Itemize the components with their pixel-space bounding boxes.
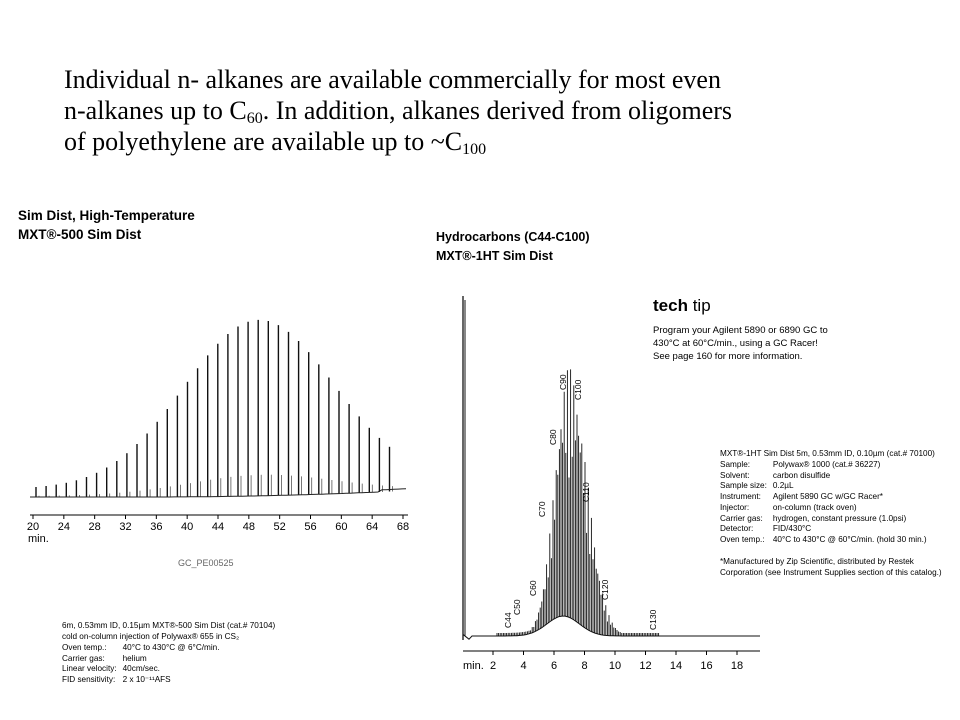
left-figure-title-line-2: MXT®-500 Sim Dist xyxy=(18,227,142,242)
right-x-tick-label: 4 xyxy=(520,660,527,672)
right-condition-value: FID/430°C xyxy=(772,524,812,534)
left-conditions-line-1: 6m, 0.53mm ID, 0.15µm MXT®-500 Sim Dist (cat.# 70104) xyxy=(62,621,276,630)
right-peak-label: C110 xyxy=(581,482,591,502)
right-condition-row xyxy=(720,514,933,525)
left-chromatogram xyxy=(27,320,409,545)
right-condition-row xyxy=(720,481,933,492)
left-x-tick-label: 32 xyxy=(119,521,132,533)
right-condition-value: Polywax® 1000 (cat.# 36227) xyxy=(772,460,881,469)
left-conditions-line-2: cold on-column injection of Polywax® 655 in CS₂ xyxy=(62,631,240,641)
right-peak-label: C120 xyxy=(600,579,610,600)
left-x-tick-label: 44 xyxy=(211,521,225,533)
right-condition-value: hydrogen, constant pressure (1.0psi) xyxy=(772,513,907,523)
right-condition-row xyxy=(720,460,933,471)
left-figure-title-line-1: Sim Dist, High-Temperature xyxy=(18,208,195,223)
right-condition-value: Agilent 5890 GC w/GC Racer* xyxy=(772,492,883,502)
right-peak-label: C60 xyxy=(528,580,538,596)
headline-line-1: Individual n- alkanes are available commercially for most even xyxy=(64,65,721,94)
right-condition-value: on-column (track oven) xyxy=(772,502,857,512)
left-condition-value: helium xyxy=(122,653,147,663)
left-x-tick-label: 60 xyxy=(335,521,348,533)
left-figure-caption: GC_PE00525 xyxy=(178,558,234,568)
right-condition-key: Solvent: xyxy=(720,470,750,480)
left-x-tick-label: 28 xyxy=(88,521,101,533)
left-condition-row xyxy=(62,675,226,686)
right-peak-label: C70 xyxy=(537,501,547,517)
right-condition-key: Oven temp.: xyxy=(720,534,765,544)
left-conditions-header xyxy=(62,621,275,642)
left-x-tick-label: 52 xyxy=(273,521,286,533)
right-figure-title-line-2: MXT®-1HT Sim Dist xyxy=(436,249,553,263)
right-peak-label: C100 xyxy=(573,379,583,400)
right-condition-row xyxy=(720,535,933,546)
right-condition-key: Injector: xyxy=(720,502,750,512)
right-x-tick-label: 16 xyxy=(700,660,713,672)
left-condition-row xyxy=(62,654,226,665)
right-peak-label: C130 xyxy=(648,609,658,630)
right-condition-row xyxy=(720,492,933,503)
right-condition-row xyxy=(720,524,933,535)
right-peak-label: C80 xyxy=(548,429,558,445)
right-conditions-header: MXT®-1HT Sim Dist 5m, 0.53mm ID, 0.10µm (cat.# 70100) xyxy=(720,449,935,458)
left-condition-key: Oven temp.: xyxy=(62,643,107,652)
right-condition-key: Carrier gas: xyxy=(720,513,763,523)
headline-line-3: of polyethylene are available up to $\sim C_{100}$ xyxy=(64,127,487,158)
left-x-tick-label: 64 xyxy=(366,521,379,533)
left-condition-key: Carrier gas: xyxy=(62,653,105,663)
tech-tip-body: Program your Agilent 5890 or 6890 GC to 430°C at 60°C/min., using a GC Racer! See page 160 for more information. xyxy=(653,325,828,362)
right-figure-footnote: *Manufactured by Zip Scientific, distributed by Restek Corporation (see Instrument Supplies section of this catalog.) xyxy=(720,557,942,577)
left-x-tick-label: 40 xyxy=(181,521,194,533)
left-conditions-table xyxy=(62,643,226,686)
right-conditions-table xyxy=(720,460,933,546)
right-x-tick-label: 8 xyxy=(581,660,588,672)
left-condition-key: Linear velocity: xyxy=(62,664,117,674)
left-condition-row xyxy=(62,664,226,675)
right-peak-label: C90 xyxy=(558,374,568,390)
left-condition-key: FID sensitivity: xyxy=(62,675,116,685)
right-peak-label: C50 xyxy=(512,599,522,615)
right-chromatogram-peaks xyxy=(465,300,659,636)
left-x-tick-label: 56 xyxy=(304,521,317,533)
right-x-tick-label: 2 xyxy=(489,660,497,672)
right-condition-row xyxy=(720,471,933,482)
left-condition-value: 40cm/sec. xyxy=(122,664,160,674)
right-x-tick-label: 14 xyxy=(669,660,683,672)
left-chromatogram-peaks xyxy=(36,320,393,497)
right-x-tick-label: 6 xyxy=(550,660,558,672)
left-x-tick-label: 20 xyxy=(26,521,40,533)
right-condition-key: Detector: xyxy=(720,524,754,534)
right-condition-value: 0.2µL xyxy=(772,481,794,491)
right-x-axis-ticks xyxy=(490,651,743,672)
tech-tip-title: tech tip xyxy=(653,296,711,315)
left-condition-row xyxy=(62,643,226,654)
right-condition-key: Instrument: xyxy=(720,492,761,502)
left-condition-value: 2 x 10⁻¹¹AFS xyxy=(122,675,171,685)
right-condition-key: Sample: xyxy=(720,460,751,469)
left-x-tick-label: 36 xyxy=(150,521,163,533)
right-x-tick-label: 12 xyxy=(639,660,652,672)
right-condition-row xyxy=(720,503,933,514)
left-x-tick-label: 68 xyxy=(396,521,410,533)
right-x-tick-label: 10 xyxy=(608,660,622,672)
left-x-tick-label: 24 xyxy=(57,521,70,533)
right-condition-value: 40°C to 430°C @ 60°C/min. (hold 30 min.) xyxy=(772,534,927,544)
headline-line-2: n-alkanes up to $C_{60}$. In addition, alkanes derived from oligomers xyxy=(64,96,733,127)
left-condition-value: 40°C to 430°C @ 6°C/min. xyxy=(122,643,220,652)
right-peak-label: C44 xyxy=(503,612,513,628)
left-x-unit: min. xyxy=(28,533,49,545)
right-figure-title-line-1: Hydrocarbons (C44-C100) xyxy=(436,230,590,244)
left-x-tick-label: 48 xyxy=(242,521,255,533)
right-condition-key: Sample size: xyxy=(720,481,767,491)
left-x-axis-ticks xyxy=(27,515,409,533)
right-x-tick-label: 18 xyxy=(730,660,744,672)
right-x-unit: min. xyxy=(463,660,484,672)
right-condition-value: carbon disulfide xyxy=(772,470,831,480)
